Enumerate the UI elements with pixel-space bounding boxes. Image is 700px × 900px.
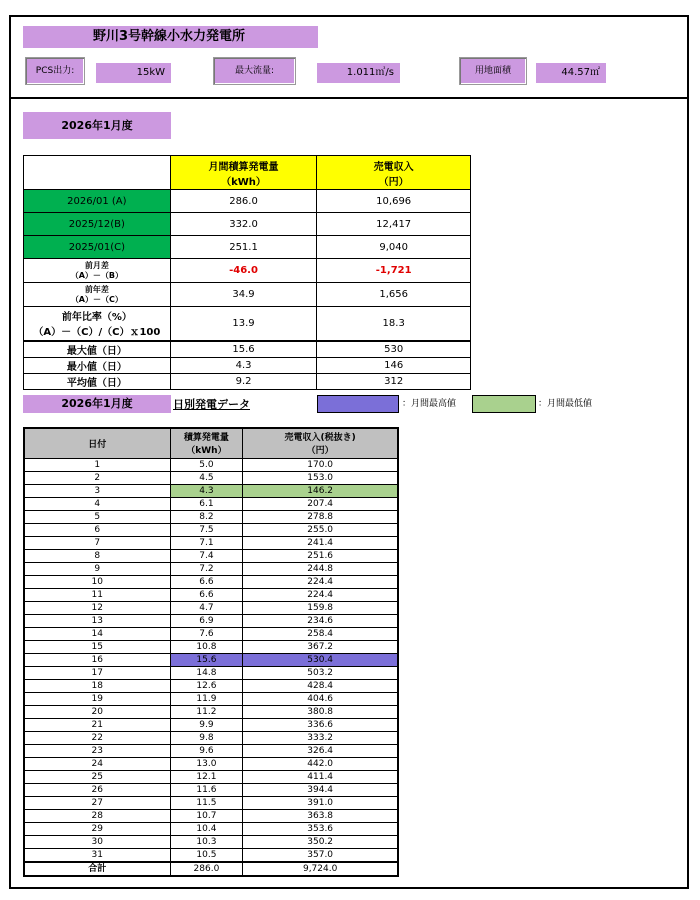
- energy-cell: 10.4: [170, 822, 243, 835]
- income-cell: 442.0: [243, 757, 398, 770]
- period-c-income: 9,040: [317, 236, 471, 259]
- diff-prev-month-label1: 前月差: [84, 260, 109, 270]
- period-a-income: 10,696: [317, 190, 471, 213]
- table-row: [24, 666, 398, 679]
- day-cell: 28: [24, 809, 170, 822]
- table-row: [24, 601, 398, 614]
- header-divider: [9, 97, 689, 99]
- period-label-c: 2025/01(C): [24, 236, 171, 259]
- energy-cell: 5.0: [170, 458, 243, 471]
- day-cell: 11: [24, 588, 170, 601]
- summary-section-title: 2026年1月度: [23, 112, 171, 139]
- income-cell: 146.2: [243, 484, 398, 497]
- max-value-label: 最大値（日）: [24, 341, 171, 358]
- diff-prev-month-label: [24, 259, 171, 283]
- income-cell: 380.8: [243, 705, 398, 718]
- energy-cell: 11.9: [170, 692, 243, 705]
- energy-cell: 12.1: [170, 770, 243, 783]
- col-daily-energy-line2: （kWh）: [186, 446, 227, 457]
- day-cell: 21: [24, 718, 170, 731]
- energy-cell: 10.5: [170, 848, 243, 862]
- day-cell: 2: [24, 471, 170, 484]
- period-b-energy: 332.0: [170, 213, 317, 236]
- income-cell: 336.6: [243, 718, 398, 731]
- income-cell: 503.2: [243, 666, 398, 679]
- total-income: 9,724.0: [243, 862, 398, 876]
- energy-cell: 7.2: [170, 562, 243, 575]
- table-row: [24, 692, 398, 705]
- energy-cell: 7.5: [170, 523, 243, 536]
- income-cell: 278.8: [243, 510, 398, 523]
- day-cell: 7: [24, 536, 170, 549]
- col-monthly-energy-line1: 月間積算発電量: [208, 161, 279, 173]
- day-cell: 23: [24, 744, 170, 757]
- pcs-output-value: 15kW: [96, 63, 171, 83]
- day-cell: 12: [24, 601, 170, 614]
- income-cell: 159.8: [243, 601, 398, 614]
- summary-corner-cell: [24, 156, 171, 190]
- income-cell: 224.4: [243, 575, 398, 588]
- energy-cell: 7.4: [170, 549, 243, 562]
- energy-cell: 6.1: [170, 497, 243, 510]
- col-daily-energy-line1: 積算発電量: [183, 433, 229, 444]
- avg-value-energy: 9.2: [170, 373, 317, 389]
- energy-cell: 10.8: [170, 640, 243, 653]
- legend-low-label: ：月間最低値: [538, 399, 593, 409]
- income-cell: 363.8: [243, 809, 398, 822]
- day-cell: 14: [24, 627, 170, 640]
- diff-prev-year-label1: 前年差: [84, 284, 109, 294]
- yoy-ratio-label1: 前年比率（%）: [61, 312, 132, 324]
- diff-prev-year-label2: （A）－（C）: [70, 294, 123, 304]
- table-row: [24, 848, 398, 862]
- plant-title: 野川3号幹線小水力発電所: [23, 26, 318, 48]
- income-cell: 224.4: [243, 588, 398, 601]
- income-cell: 350.2: [243, 835, 398, 848]
- table-row: [24, 679, 398, 692]
- table-row: [24, 536, 398, 549]
- diff-prev-month-income: -1,721: [317, 259, 471, 283]
- income-cell: 367.2: [243, 640, 398, 653]
- col-daily-income-header: [243, 428, 398, 458]
- table-row: [24, 783, 398, 796]
- yoy-ratio-energy: 13.9: [170, 307, 317, 341]
- day-cell: 3: [24, 484, 170, 497]
- legend-high-label: ：月間最高値: [402, 399, 457, 409]
- income-cell: 353.6: [243, 822, 398, 835]
- table-row: [24, 796, 398, 809]
- energy-cell: 6.6: [170, 588, 243, 601]
- max-value-income: 530: [317, 341, 471, 358]
- day-cell: 17: [24, 666, 170, 679]
- income-cell: 170.0: [243, 458, 398, 471]
- col-income-line1: 売電収入: [373, 161, 414, 173]
- table-row: [24, 562, 398, 575]
- table-row: [24, 458, 398, 471]
- table-row: [24, 809, 398, 822]
- table-row: [24, 549, 398, 562]
- energy-cell: 14.8: [170, 666, 243, 679]
- avg-value-income: 312: [317, 373, 471, 389]
- day-cell: 13: [24, 614, 170, 627]
- day-cell: 4: [24, 497, 170, 510]
- table-row: [24, 484, 398, 497]
- period-b-income: 12,417: [317, 213, 471, 236]
- yoy-ratio-label: [24, 307, 171, 341]
- yoy-ratio-label2: （A）－（C）/（C）ｘ100: [33, 327, 161, 339]
- income-cell: 333.2: [243, 731, 398, 744]
- period-a-energy: 286.0: [170, 190, 317, 213]
- day-cell: 8: [24, 549, 170, 562]
- day-cell: 16: [24, 653, 170, 666]
- yoy-ratio-income: 18.3: [317, 307, 471, 341]
- energy-cell: 11.6: [170, 783, 243, 796]
- day-cell: 18: [24, 679, 170, 692]
- daily-subtitle: 日別発電データ: [173, 398, 250, 411]
- col-monthly-energy-header: [170, 156, 317, 190]
- income-cell: 428.4: [243, 679, 398, 692]
- table-row: [24, 822, 398, 835]
- day-cell: 5: [24, 510, 170, 523]
- table-row: [24, 835, 398, 848]
- table-row: [24, 731, 398, 744]
- energy-cell: 7.1: [170, 536, 243, 549]
- energy-cell: 6.6: [170, 575, 243, 588]
- table-row: [24, 653, 398, 666]
- legend-high-swatch: [317, 395, 399, 413]
- energy-cell: 9.9: [170, 718, 243, 731]
- energy-cell: 13.0: [170, 757, 243, 770]
- table-row: [24, 614, 398, 627]
- energy-cell: 7.6: [170, 627, 243, 640]
- day-cell: 15: [24, 640, 170, 653]
- day-cell: 27: [24, 796, 170, 809]
- energy-cell: 10.7: [170, 809, 243, 822]
- income-cell: 234.6: [243, 614, 398, 627]
- period-label-b: 2025/12(B): [24, 213, 171, 236]
- table-row: [24, 627, 398, 640]
- energy-cell: 4.5: [170, 471, 243, 484]
- income-cell: 207.4: [243, 497, 398, 510]
- table-row: [24, 497, 398, 510]
- income-cell: 391.0: [243, 796, 398, 809]
- day-cell: 29: [24, 822, 170, 835]
- income-cell: 530.4: [243, 653, 398, 666]
- income-cell: 404.6: [243, 692, 398, 705]
- day-cell: 26: [24, 783, 170, 796]
- col-day-header: 日付: [24, 428, 170, 458]
- col-income-line2: （円）: [378, 176, 409, 188]
- daily-table: [23, 427, 399, 877]
- table-row: [24, 640, 398, 653]
- energy-cell: 4.7: [170, 601, 243, 614]
- max-flow-value: 1.011㎥/s: [317, 63, 400, 83]
- table-row: [24, 471, 398, 484]
- avg-value-label: 平均値（日）: [24, 373, 171, 389]
- energy-cell: 10.3: [170, 835, 243, 848]
- day-cell: 20: [24, 705, 170, 718]
- table-row: [24, 523, 398, 536]
- min-value-income: 146: [317, 357, 471, 373]
- day-cell: 25: [24, 770, 170, 783]
- table-row: [24, 744, 398, 757]
- income-cell: 251.6: [243, 549, 398, 562]
- energy-cell: 4.3: [170, 484, 243, 497]
- total-label: 合計: [24, 862, 170, 876]
- table-row: [24, 757, 398, 770]
- income-cell: 357.0: [243, 848, 398, 862]
- day-cell: 30: [24, 835, 170, 848]
- energy-cell: 12.6: [170, 679, 243, 692]
- income-cell: 394.4: [243, 783, 398, 796]
- day-cell: 1: [24, 458, 170, 471]
- day-cell: 31: [24, 848, 170, 862]
- period-label-a: 2026/01 (A): [24, 190, 171, 213]
- diff-prev-month-label2: （A）－（B）: [70, 270, 123, 280]
- max-flow-label: 最大流量:: [213, 57, 296, 85]
- table-row: [24, 705, 398, 718]
- legend-low-swatch: [472, 395, 536, 413]
- col-income-header: [317, 156, 471, 190]
- income-cell: 153.0: [243, 471, 398, 484]
- diff-prev-month-energy: -46.0: [170, 259, 317, 283]
- total-energy: 286.0: [170, 862, 243, 876]
- day-cell: 9: [24, 562, 170, 575]
- col-daily-energy-header: [170, 428, 243, 458]
- col-daily-income-line1: 売電収入(税抜き): [284, 433, 356, 444]
- daily-table-body: [24, 458, 398, 862]
- energy-cell: 9.6: [170, 744, 243, 757]
- daily-section-title: 2026年1月度: [23, 395, 171, 413]
- max-value-energy: 15.6: [170, 341, 317, 358]
- diff-prev-year-label: [24, 283, 171, 307]
- table-row: [24, 718, 398, 731]
- energy-cell: 15.6: [170, 653, 243, 666]
- day-cell: 22: [24, 731, 170, 744]
- col-monthly-energy-line2: （kWh）: [221, 176, 266, 188]
- income-cell: 258.4: [243, 627, 398, 640]
- summary-table: [23, 155, 471, 390]
- day-cell: 6: [24, 523, 170, 536]
- period-c-energy: 251.1: [170, 236, 317, 259]
- table-row: [24, 510, 398, 523]
- energy-cell: 9.8: [170, 731, 243, 744]
- day-cell: 24: [24, 757, 170, 770]
- income-cell: 411.4: [243, 770, 398, 783]
- table-row: [24, 588, 398, 601]
- day-cell: 19: [24, 692, 170, 705]
- energy-cell: 8.2: [170, 510, 243, 523]
- table-row: [24, 770, 398, 783]
- day-cell: 10: [24, 575, 170, 588]
- min-value-label: 最小値（日）: [24, 357, 171, 373]
- pcs-output-label: PCS出力:: [25, 57, 85, 85]
- income-cell: 244.8: [243, 562, 398, 575]
- min-value-energy: 4.3: [170, 357, 317, 373]
- energy-cell: 11.5: [170, 796, 243, 809]
- income-cell: 255.0: [243, 523, 398, 536]
- energy-cell: 6.9: [170, 614, 243, 627]
- land-area-label: 用地面積: [459, 57, 527, 85]
- income-cell: 326.4: [243, 744, 398, 757]
- diff-prev-year-income: 1,656: [317, 283, 471, 307]
- land-area-value: 44.57㎡: [536, 63, 606, 83]
- energy-cell: 11.2: [170, 705, 243, 718]
- table-row: [24, 575, 398, 588]
- income-cell: 241.4: [243, 536, 398, 549]
- col-daily-income-line2: （円）: [306, 446, 334, 457]
- diff-prev-year-energy: 34.9: [170, 283, 317, 307]
